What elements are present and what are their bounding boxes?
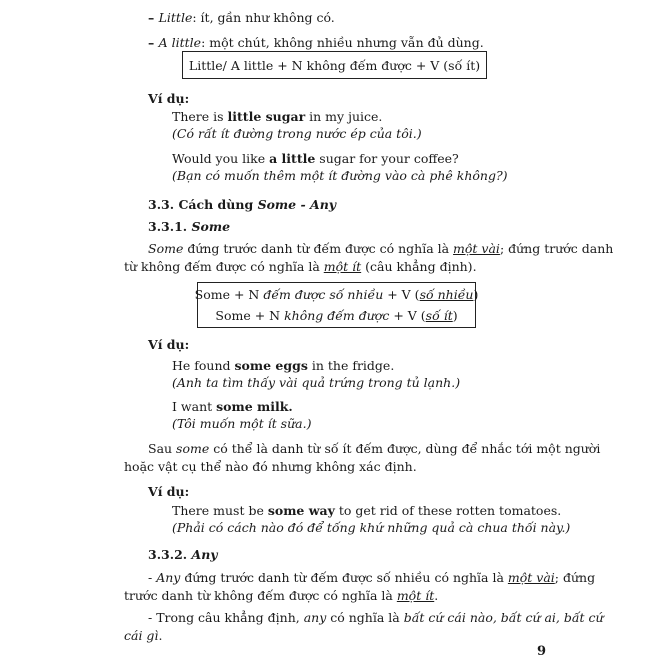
a-little-def: : một chút, không nhiều nhưng vẫn đủ dùng. [201,35,484,50]
section-heading-3-3-1: 3.3.1. Some [148,219,231,234]
example-translation: (Bạn có muốn thêm một ít đường vào cà phê không?) [172,168,508,183]
example-sentence: He found some eggs in the fridge. [172,358,395,373]
section-heading-3-3-2: 3.3.2. Any [148,547,218,562]
paragraph-line: Some đứng trước danh từ đếm được có nghĩa là một vài; đứng trước danh [148,241,614,256]
formula-some-uncountable: Some + N không đếm được + V (số ít) [215,308,458,323]
page-number: 9 [536,644,546,659]
paragraph-line: cái gì. [124,628,163,643]
paragraph-line: - Any đứng trước danh từ đếm được số nhiều có nghĩa là một vài; đứng [148,570,596,585]
little-term: Little [158,10,193,25]
formula-some-plural: Some + N đếm được số nhiều + V (số nhiều) [194,287,479,302]
example-sentence: There must be some way to get rid of these rotten tomatoes. [172,503,562,518]
a-little-term: A little [158,35,202,50]
paragraph-line: - Trong câu khẳng định, any có nghĩa là bất cứ cái nào, bất cứ ai, bất cứ [148,610,604,625]
formula-little: Little/ A little + N không đếm được + V (số ít) [188,57,481,73]
section-heading-3-3: 3.3. Cách dùng Some - Any [148,197,337,212]
paragraph-line: từ không đếm được có nghĩa là một ít (câu khẳng định). [124,259,477,274]
example-translation: (Có rất ít đường trong nước ép của tôi.) [172,126,422,141]
paragraph-line: Sau some có thể là danh từ số ít đếm được, dùng để nhắc tới một người [148,441,601,456]
a-little-definition: – A little: một chút, không nhiều nhưng vẫn đủ dùng. [148,35,484,50]
example-translation: (Anh ta tìm thấy vài quả trứng trong tủ lạnh.) [172,375,461,390]
example-label: Ví dụ: [148,91,190,106]
little-definition: – Little: ít, gần như không có. [148,10,335,25]
formula-box-some [194,282,479,328]
paragraph-line: hoặc vật cụ thể nào đó nhưng không xác định. [124,459,417,474]
example-sentence: There is little sugar in my juice. [172,109,383,124]
example-sentence: I want some milk. [172,399,293,414]
little-def: : ít, gần như không có. [192,10,335,25]
example-translation: (Tôi muốn một ít sữa.) [172,416,312,431]
example-label: Ví dụ: [148,484,190,499]
example-sentence: Would you like a little sugar for your coffee? [172,151,459,166]
formula-box-little [182,51,487,79]
example-label: Ví dụ: [148,337,190,352]
paragraph-line: trước danh từ không đếm được có nghĩa là một ít. [124,588,439,603]
example-translation: (Phải có cách nào đó để tống khứ những quả cà chua thối này.) [172,520,571,535]
